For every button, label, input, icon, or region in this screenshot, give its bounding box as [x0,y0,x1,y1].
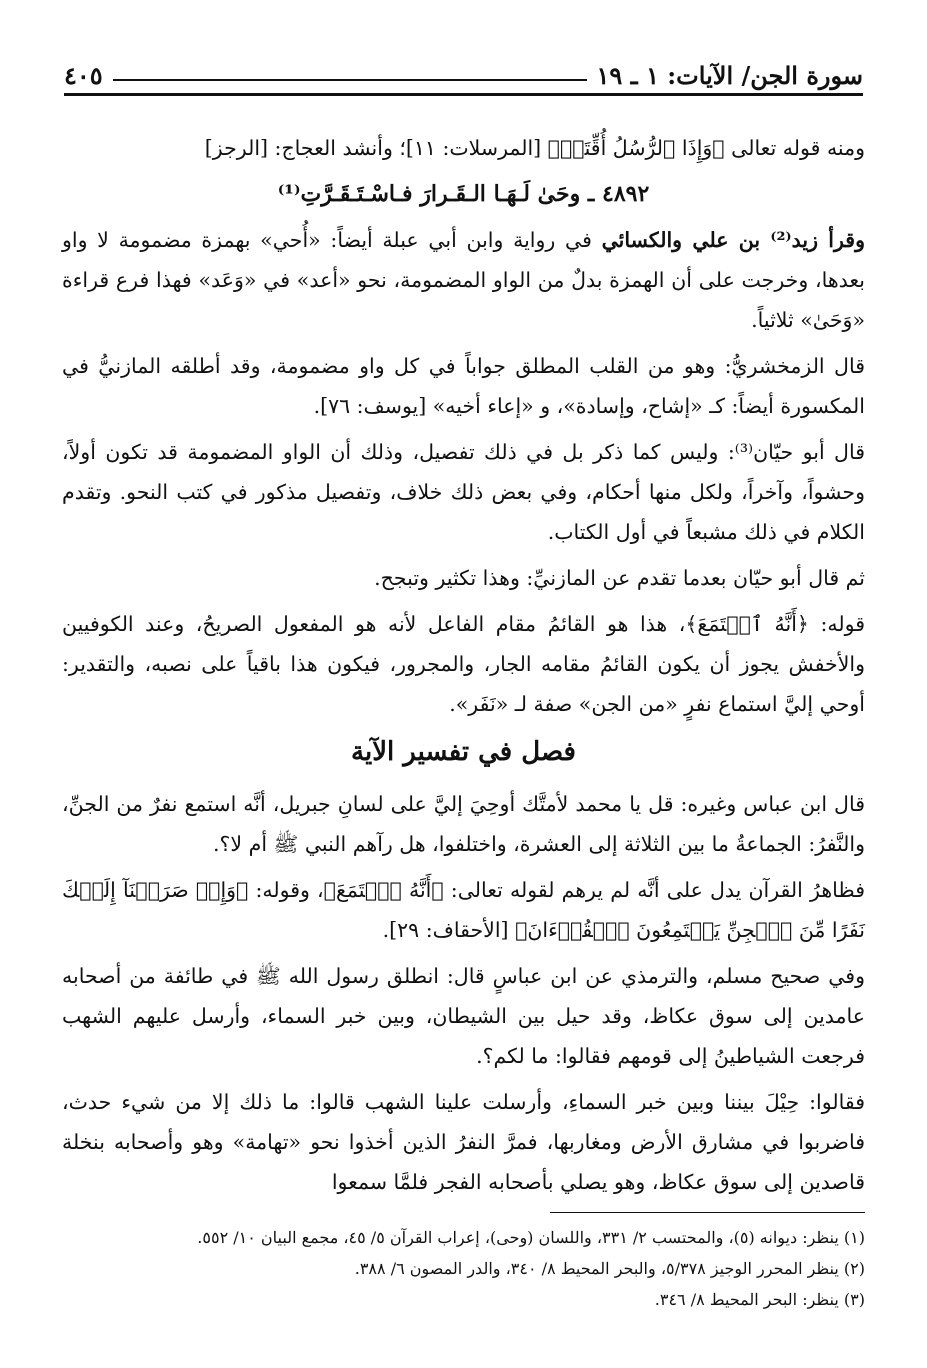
footnotes [62,1222,865,1315]
footnote-rule [550,1212,865,1213]
bold-phrase: وقرأ زيد⁽²⁾ بن علي والكسائي [601,228,865,252]
footnote: (٣) ينظر: البحر المحيط ٨/ ٣٤٦. [654,1290,865,1309]
section-title: فصل في تفسير الآية [351,737,576,767]
footnote: (٢) ينظر المحرر الوجيز ٥/٣٧٨، والبحر المحيط ٨/ ٣٤٠، والدر المصون ٦/ ٣٨٨. [354,1259,865,1278]
header-rule [64,93,863,96]
paragraph: قوله: ﴿أَنَّهُ ٱسۡتَمَعَ﴾، هذا هو القائمُ مقام الفاعل لأنه هو المفعول الصريحُ، وعند الكوفيين والأخفش يجوز أن يكون القائمُ مقامه الجار، والمجرور، فيكون هذا باقياً على نصبه، والتقدير: أوحي إليَّ استماع نفرٍ «من الجن» صفة لـ «نَفَر». [62,612,865,716]
sura-title: سورة الجن/ الآيات: ١ ـ ١٩ [596,61,863,90]
paragraph [62,220,865,340]
paragraph: ومنه قوله تعالى ﴿وَإِذَا ٱلرُّسُلُ أُقِّتَتۡ﴾ [المرسلات: ١١]؛ وأنشد العجاج: [الرجز] [204,136,865,160]
paragraph: وفي صحيح مسلم، والترمذي عن ابن عباسٍ قال: انطلق رسول الله ﷺ في طائفة من أصحابه عامدين إلى سوق عكاظ، وقد حيل بين الشيطان، وبين خبر السماء، وأرسل عليهم الشهب فرجعت الشياطينُ إلى قومهم فقالوا: ما لكم؟. [62,964,865,1068]
paragraph: فظاهرُ القرآن يدل على أنَّه لم يرهم لقوله تعالى: ﴿أَنَّهُ ٱسۡتَمَعَ﴾، وقوله: ﴿وَإِذۡ صَرَفۡنَآ إِلَيۡكَ نَفَرًا مِّنَ ٱلۡجِنِّ يَسۡتَمِعُونَ ٱلۡقُرۡءَانَ﴾ [الأحقاف: ٢٩]. [62,878,865,942]
footnote: (١) ينظر: ديوانه (٥)، والمحتسب ٢/ ٣٣١، واللسان (وحى)، إعراب القرآن ٥/ ٤٥، مجمع البيان ١٠/ ٥٥٢. [197,1228,865,1247]
paragraph: ثم قال أبو حيّان بعدما تقدم عن المازنيِّ: وهذا تكثير وتبجح. [374,566,865,590]
paragraph: قال ابن عباس وغيره: قل يا محمد لأمتَّك أوحِيَ إليَّ على لسانِ جبريل، أنَّه استمع نفرٌ من الجنِّ، والنَّفرُ: الجماعةُ ما بين الثلاثة إلى العشرة، واختلفوا، هل رآهم النبي ﷺ أم لا؟. [62,792,865,856]
header-dash-line [113,79,587,81]
page-number: ٤٠٥ [64,61,103,90]
paragraph: فقالوا: حِيْلَ بيننا وبين خبر السماءِ، وأرسلت علينا الشهب قالوا: ما ذلك إلا من شيء حدث، فاضربوا في مشارق الأرض ومغاربها، فمرَّ النفرُ الذين أخذوا نحو «تهامة» وهو وأصحابه بنخلة قاصدين إلى سوق عكاظ، وهو يصلي بأصحابه الفجر فلمَّا سمعوا [62,1090,865,1194]
paragraph: قال أبو حيّان⁽³⁾: وليس كما ذكر بل في ذلك تفصيل، وذلك أن الواو المضمومة قد تكون أولاً، وحشواً، وآخراً، ولكل منها أحكام، وفي بعض ذلك خلاف، وتفصيل مذكور في كتب النحو. وتقدم الكلام في ذلك مشبعاً في أول الكتاب. [62,440,865,544]
running-header [64,50,863,90]
paragraph-text: في رواية وابن أبي عبلة أيضاً: «أُحي» بهمزة مضمومة لا واو بعدها، وخرجت على أن الهمزة بدلٌ من الواو المضمومة، نحو «أعد» في «وَعَد» فهذا فرع قراءة «وَحَىٰ» ثلاثياً. [62,228,865,332]
main-text [62,128,865,1208]
poetry-verse: ٤٨٩٢ ـ وحَىٰ لَـهَـا الـقَـرارَ فـاسْـتَـقَـرَّتِ⁽¹⁾ [277,181,650,207]
paragraph: قال الزمخشريُّ: وهو من القلب المطلق جواباً في كل واو مضمومة، وقد أطلقه المازنيُّ في المكسورة أيضاً: كـ «إشاح، وإسادة»، و «إعاء أخيه» [يوسف: ٧٦]. [62,354,865,418]
